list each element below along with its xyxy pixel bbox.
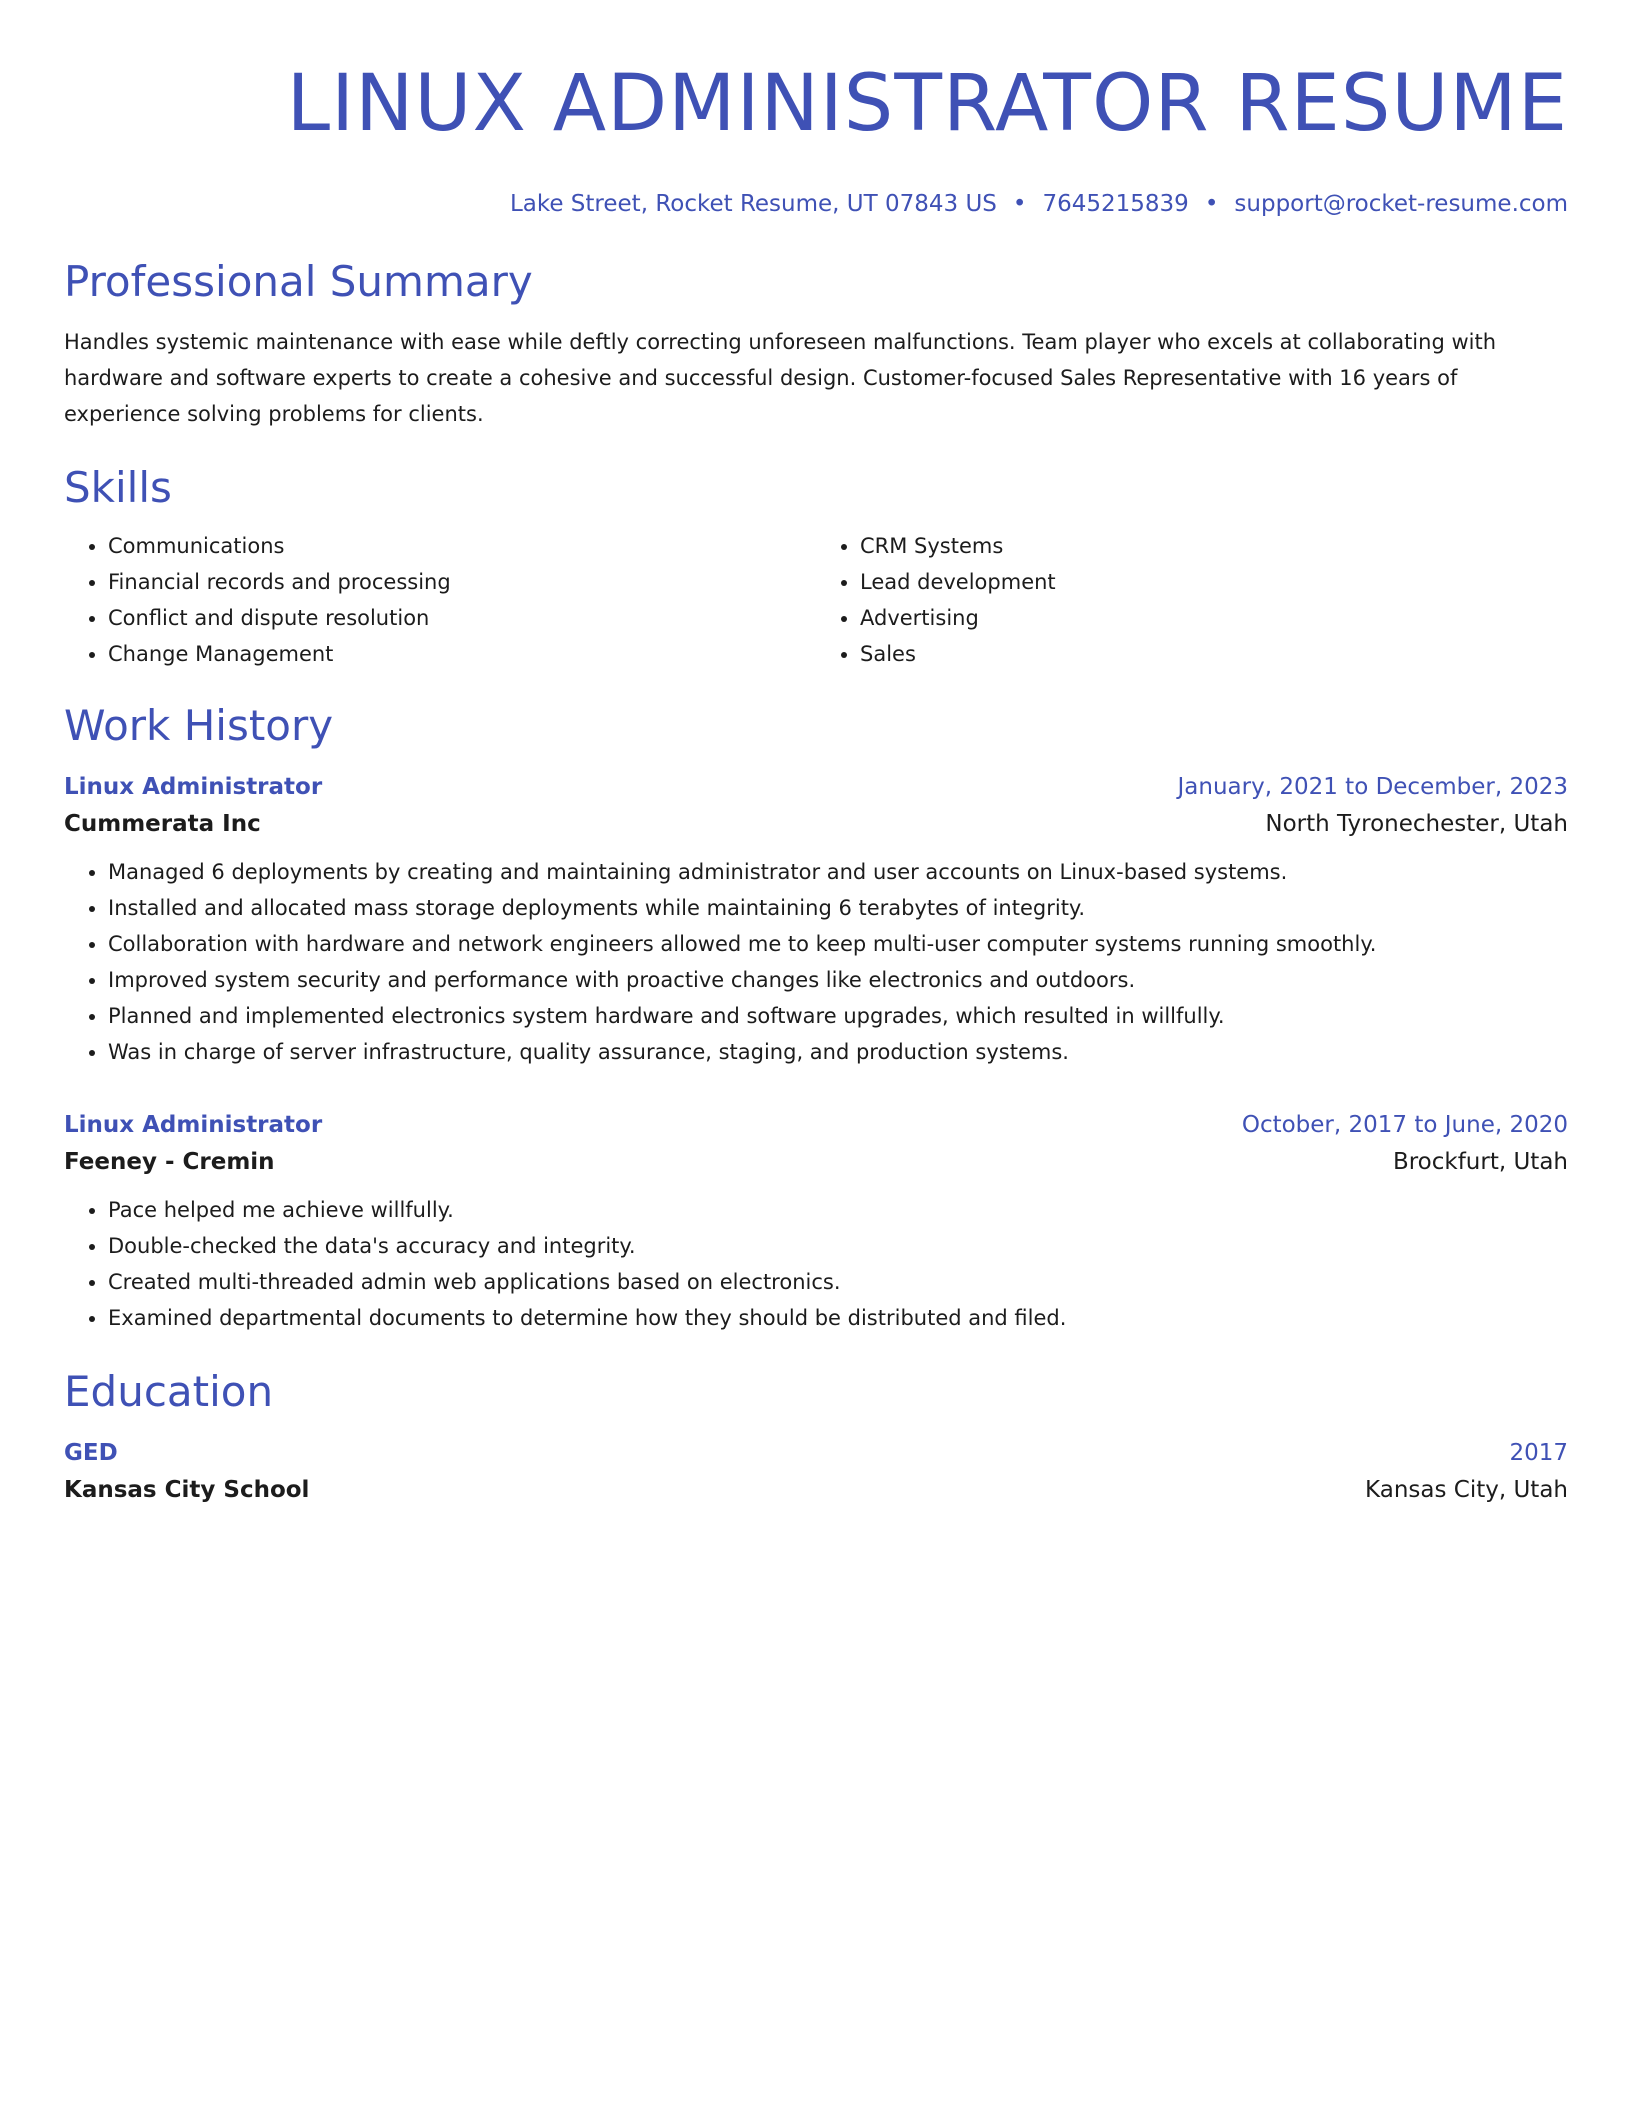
job-bullet: • Created multi-threaded admin web applications based on electronics.: [108, 1264, 1568, 1300]
job-bullet: • Was in charge of server infrastructure, quality assurance, staging, and production systems.: [108, 1034, 1568, 1070]
education-entry: [64, 1436, 1568, 1510]
skill-item: • CRM Systems: [860, 528, 1568, 564]
education-heading: Education: [64, 1367, 274, 1416]
education-degree: GED: [64, 1440, 118, 1466]
job-dates: January, 2021 to December, 2023: [1177, 774, 1568, 800]
education-subheader: [64, 1470, 1568, 1510]
skills-list: [64, 528, 1568, 672]
job-bullet: • Installed and allocated mass storage deployments while maintaining 6 terabytes of integrity.: [108, 890, 1568, 926]
work-history-heading: Work History: [64, 701, 334, 750]
contact-line: [64, 188, 1568, 220]
summary-heading: Professional Summary: [64, 257, 533, 306]
skills-column-left: [64, 528, 816, 672]
education-school: Kansas City School: [64, 1477, 310, 1503]
skills-column-right: [816, 528, 1568, 672]
job-bullets: [64, 854, 1568, 1070]
skill-item: • Communications: [108, 528, 816, 564]
job-bullet: • Managed 6 deployments by creating and maintaining administrator and user accounts on Linux-based systems.: [108, 854, 1568, 890]
skill-item: • Financial records and processing: [108, 564, 816, 600]
contact-separator: •: [1012, 191, 1027, 217]
skill-item: • Lead development: [860, 564, 1568, 600]
education-location: Kansas City, Utah: [1365, 1477, 1568, 1503]
job-role: Linux Administrator: [64, 774, 323, 800]
education-year: 2017: [1509, 1440, 1568, 1466]
resume-title: LINUX ADMINISTRATOR RESUME: [286, 59, 1568, 149]
job-subheader: [64, 804, 1568, 844]
job-bullet: • Improved system security and performance with proactive changes like electronics and outdoors.: [108, 962, 1568, 998]
job-location: North Tyronechester, Utah: [1265, 811, 1568, 837]
skill-item: • Sales: [860, 636, 1568, 672]
job-bullet: • Pace helped me achieve willfully.: [108, 1192, 1568, 1228]
contact-email: support@rocket-resume.com: [1234, 191, 1568, 217]
job-bullet: • Collaboration with hardware and network engineers allowed me to keep multi-user computer systems running smoothly.: [108, 926, 1568, 962]
job-entry: [64, 770, 1568, 1070]
skill-item: • Change Management: [108, 636, 816, 672]
job-location: Brockfurt, Utah: [1392, 1149, 1568, 1175]
skill-item: • Advertising: [860, 600, 1568, 636]
job-bullet: • Examined departmental documents to determine how they should be distributed and filed.: [108, 1300, 1568, 1336]
job-bullet: • Double-checked the data's accuracy and integrity.: [108, 1228, 1568, 1264]
job-bullet: • Planned and implemented electronics system hardware and software upgrades, which resulted in willfully.: [108, 998, 1568, 1034]
education-header: [64, 1436, 1568, 1470]
job-company: Cummerata Inc: [64, 811, 261, 837]
job-role: Linux Administrator: [64, 1112, 323, 1138]
job-entry: [64, 1108, 1568, 1336]
contact-phone: 7645215839: [1042, 191, 1189, 217]
skills-heading: Skills: [64, 463, 172, 512]
job-subheader: [64, 1142, 1568, 1182]
skill-item: • Conflict and dispute resolution: [108, 600, 816, 636]
job-header: [64, 770, 1568, 804]
contact-separator: •: [1204, 191, 1219, 217]
job-bullets: [64, 1192, 1568, 1336]
job-header: [64, 1108, 1568, 1142]
contact-address: Lake Street, Rocket Resume, UT 07843 US: [509, 191, 997, 217]
job-company: Feeney - Cremin: [64, 1149, 275, 1175]
summary-text: Handles systemic maintenance with ease while deftly correcting unforeseen malfunctions. Team player who excels at collaborating with hardware and software experts to create a cohesive and successful design. Customer-focused Sales Representative with 16 years of experience solving problems for clients.: [64, 330, 1497, 426]
job-dates: October, 2017 to June, 2020: [1241, 1112, 1568, 1138]
